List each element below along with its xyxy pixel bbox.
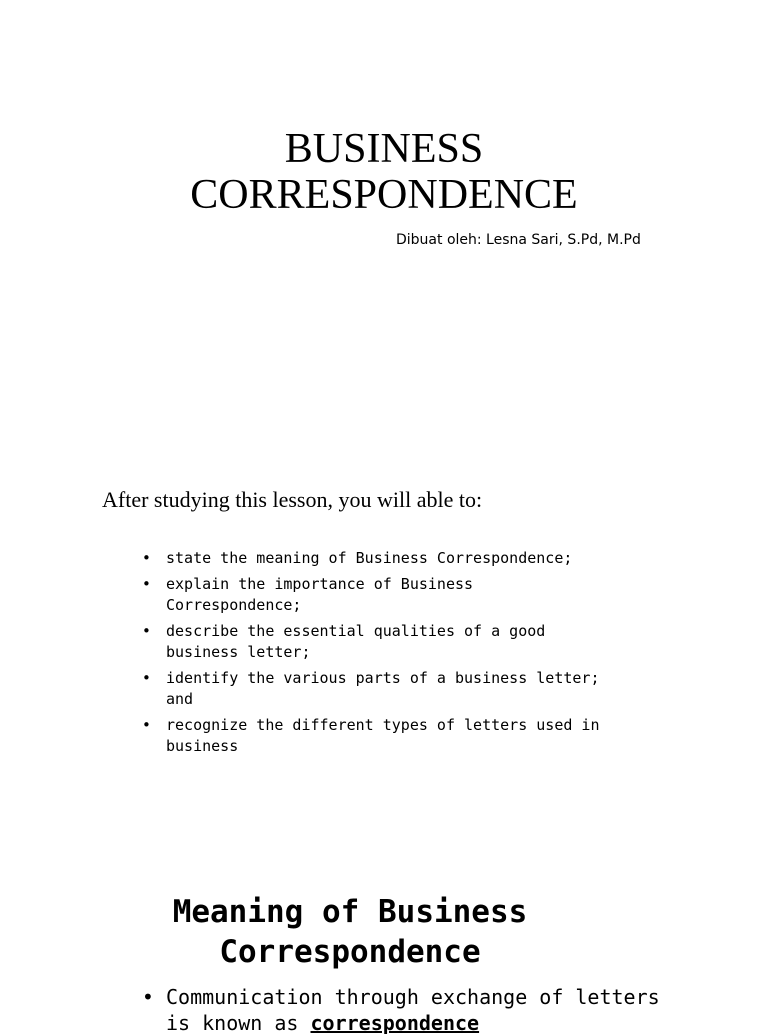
bullet-icon: • [142,549,151,567]
emphasis-term: correspondence [310,1011,480,1035]
list-item-text: state the meaning of Business Correspondence; [166,549,573,567]
list-item-text: Communication through exchange of letters is known as [166,985,660,1035]
bullet-icon: • [142,985,154,1009]
list-item [142,715,612,757]
bullet-icon: • [142,716,151,734]
heading-line-2: Correspondence [219,934,481,970]
slide-objectives [0,470,768,790]
list-item [142,984,662,1036]
list-item [142,668,612,710]
author-credit: Dibuat oleh: Lesna Sari, S.Pd, M.Pd [396,232,641,248]
list-item [142,574,612,616]
list-item [142,621,612,663]
slide-title [0,0,768,420]
bullet-icon: • [142,669,151,687]
slide-meaning [0,880,768,1035]
title-line-1: BUSINESS [284,126,484,172]
list-item-text: identify the various parts of a business letter; and [166,669,600,708]
bullet-icon: • [142,622,151,640]
meaning-list [142,984,662,1036]
heading-line-1: Meaning of Business [172,894,528,930]
bullet-icon: • [142,575,151,593]
list-item-text: explain the importance of Business Correspondence; [166,575,474,614]
section-heading [0,892,700,972]
list-item [142,548,612,569]
objectives-list [142,548,612,762]
list-item-text: describe the essential qualities of a good business letter; [166,622,546,661]
title-line-2: CORRESPONDENCE [190,172,578,218]
list-item-text: recognize the different types of letters used in business [166,716,600,755]
presentation-title [0,126,768,218]
objectives-intro: After studying this lesson, you will able to: [102,487,483,512]
